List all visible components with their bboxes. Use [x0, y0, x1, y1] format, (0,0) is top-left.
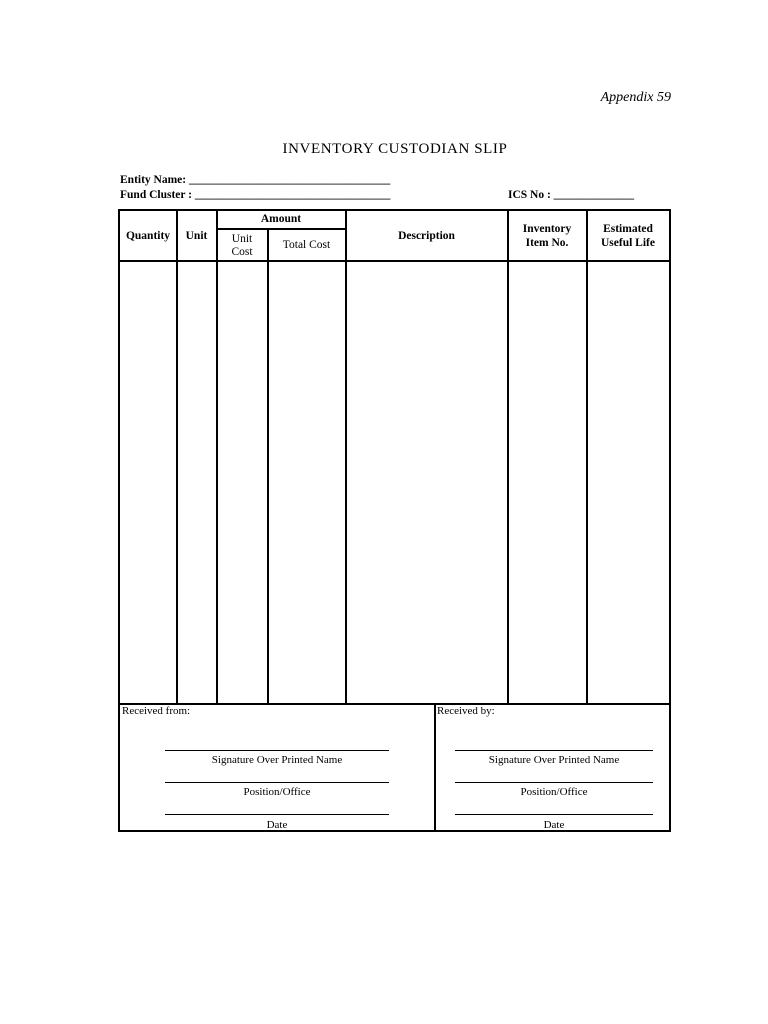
- entity-name-field: Entity Name: ___________________________________: [120, 174, 391, 186]
- unit-cost-header-line1: Unit: [231, 233, 253, 245]
- form-title: INVENTORY CUSTODIAN SLIP: [282, 141, 508, 157]
- col-divider-inventory: [586, 211, 588, 703]
- signature-divider: [120, 703, 669, 705]
- amount-header: Amount: [260, 213, 302, 225]
- useful-life-header-line1: Estimated: [603, 223, 653, 235]
- amount-subdivider: [216, 228, 345, 230]
- col-divider-unit: [216, 211, 218, 703]
- received-from-position-line: [165, 782, 389, 783]
- inventory-table: [118, 209, 671, 832]
- fund-cluster-field: Fund Cluster : __________________________________: [120, 189, 391, 201]
- total-cost-header: Total Cost: [282, 239, 331, 251]
- received-from-label: Received from:: [122, 705, 191, 717]
- unit-cost-header-line2: Cost: [231, 246, 253, 258]
- col-divider-unit-cost: [267, 228, 269, 703]
- received-from-position-label: Position/Office: [243, 786, 311, 798]
- received-by-date-line: [455, 814, 653, 815]
- quantity-header: Quantity: [125, 230, 171, 242]
- inventory-header-line1: Inventory: [522, 223, 572, 235]
- received-by-label: Received by:: [437, 705, 495, 717]
- received-from-signature-label: Signature Over Printed Name: [211, 754, 343, 766]
- received-by-date-label: Date: [543, 819, 565, 831]
- received-from-date-line: [165, 814, 389, 815]
- received-by-position-label: Position/Office: [520, 786, 588, 798]
- received-by-signature-label: Signature Over Printed Name: [488, 754, 620, 766]
- received-by-position-line: [455, 782, 653, 783]
- appendix-label: Appendix 59: [600, 90, 671, 105]
- signature-split: [434, 703, 436, 832]
- ics-no-field: ICS No : ______________: [508, 189, 635, 201]
- received-by-signature-line: [455, 750, 653, 751]
- received-from-signature-line: [165, 750, 389, 751]
- col-divider-quantity: [176, 211, 178, 703]
- unit-header: Unit: [185, 230, 208, 242]
- useful-life-header-line2: Useful Life: [601, 237, 655, 249]
- col-divider-description: [507, 211, 509, 703]
- description-header: Description: [398, 230, 455, 242]
- received-from-date-label: Date: [266, 819, 288, 831]
- inventory-header-line2: Item No.: [525, 237, 569, 249]
- col-divider-total-cost: [345, 211, 347, 703]
